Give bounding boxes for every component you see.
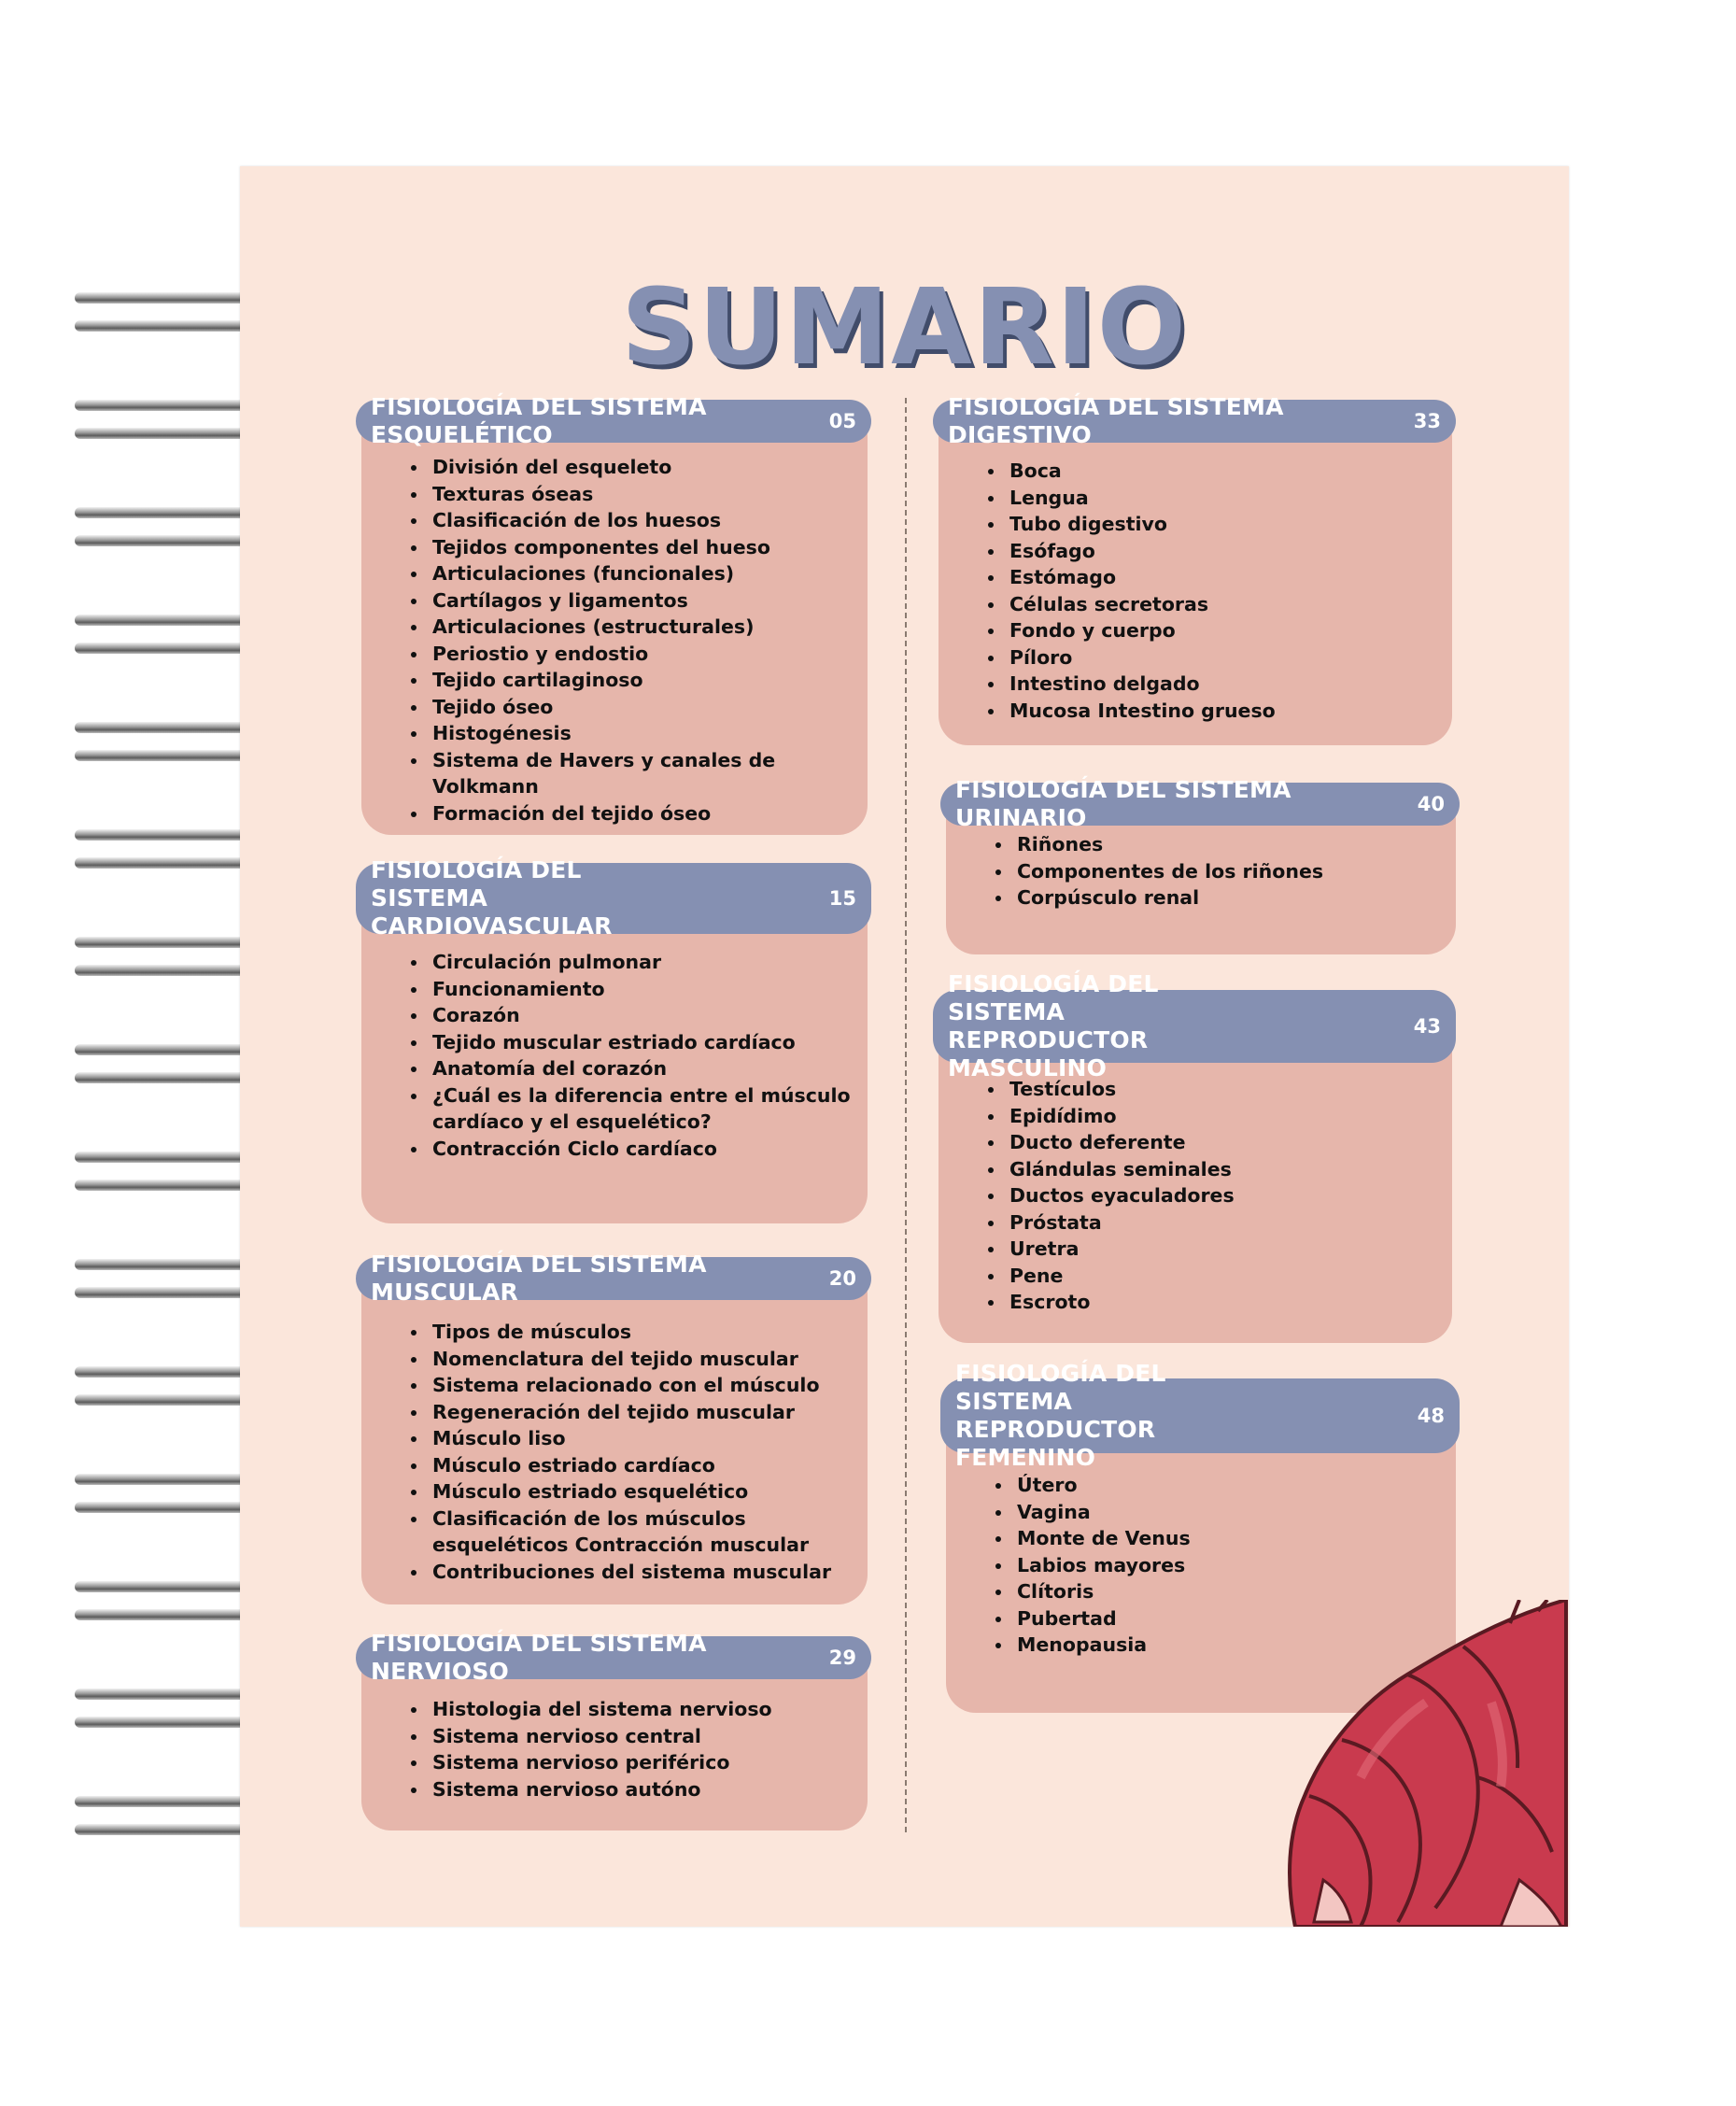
list-item: • Articulaciones (estructurales) (429, 614, 854, 641)
section-item-list (401, 1696, 854, 1802)
notebook-page (240, 166, 1569, 1927)
section-card-urinario (946, 776, 1456, 954)
section-card-digestivo (939, 393, 1452, 745)
list-item: • ¿Cuál es la diferencia entre el músculo cardíaco y el esquelético? (429, 1082, 854, 1136)
list-item: • Cartílagos y ligamentos (429, 587, 854, 615)
list-item: • Riñones (1013, 831, 1443, 858)
list-item: • Corpúsculo renal (1013, 884, 1443, 912)
list-item: • Estómago (1006, 564, 1439, 591)
section-header[interactable] (356, 1251, 871, 1306)
section-title: FISIOLOGÍA DEL SISTEMA CARDIOVASCULAR (371, 856, 613, 940)
list-item: • Sistema nervioso central (429, 1723, 854, 1750)
list-item: • Contracción Ciclo cardíaco (429, 1136, 854, 1163)
section-title: FISIOLOGÍA DEL SISTEMA URINARIO (955, 776, 1291, 831)
list-item: • Uretra (1006, 1236, 1439, 1263)
list-item: • Articulaciones (funcionales) (429, 560, 854, 587)
section-card-cardiovascular (361, 856, 868, 1223)
section-page-number: 20 (828, 1267, 856, 1290)
section-page-number: 48 (1417, 1405, 1445, 1427)
section-header[interactable] (356, 1630, 871, 1685)
list-item: • Tejidos componentes del hueso (429, 534, 854, 561)
section-item-list (401, 1319, 854, 1585)
section-page-number: 15 (828, 887, 856, 910)
list-item: • Sistema relacionado con el músculo (429, 1372, 854, 1399)
list-item: • Ducto deferente (1006, 1129, 1439, 1156)
list-item: • Contribuciones del sistema muscular (429, 1559, 854, 1586)
list-item: • Clasificación de los huesos (429, 507, 854, 534)
section-title: FISIOLOGÍA DEL SISTEMA ESQUELÉTICO (371, 393, 707, 448)
list-item: • Tejido óseo (429, 694, 854, 721)
section-card-nervioso (361, 1630, 868, 1830)
list-item: • Nomenclatura del tejido muscular (429, 1346, 854, 1373)
list-item: • Músculo liso (429, 1425, 854, 1452)
list-item: • Periostio y endostio (429, 641, 854, 668)
section-header[interactable] (933, 393, 1456, 448)
list-item: • Células secretoras (1006, 591, 1439, 618)
list-item: • Útero (1013, 1472, 1443, 1499)
list-item: • Clasificación de los músculos esqueléticos Contracción muscular (429, 1505, 854, 1559)
list-item: • Píloro (1006, 644, 1439, 671)
list-item: • Componentes de los riñones (1013, 858, 1443, 885)
list-item: • Menopausia (1013, 1632, 1443, 1659)
section-card-muscular (361, 1251, 868, 1604)
section-page-number: 05 (828, 410, 856, 432)
section-item-list (978, 458, 1439, 724)
list-item: • Músculo estriado cardíaco (429, 1452, 854, 1479)
list-item: • Texturas óseas (429, 481, 854, 508)
list-item: • Anatomía del corazón (429, 1055, 854, 1082)
list-item: • Labios mayores (1013, 1552, 1443, 1579)
list-item: • Testículos (1006, 1076, 1439, 1103)
section-header[interactable] (940, 1360, 1460, 1471)
list-item: • Monte de Venus (1013, 1525, 1443, 1552)
list-item: • Glándulas seminales (1006, 1156, 1439, 1183)
page-title: SUMARIO (621, 267, 1188, 389)
section-title: FISIOLOGÍA DEL SISTEMA MUSCULAR (371, 1251, 707, 1306)
section-title: FISIOLOGÍA DEL SISTEMA DIGESTIVO (948, 393, 1284, 448)
list-item: • Escroto (1006, 1289, 1439, 1316)
list-item: • Boca (1006, 458, 1439, 485)
section-page-number: 43 (1413, 1015, 1441, 1038)
list-item: • Regeneración del tejido muscular (429, 1399, 854, 1426)
section-item-list (401, 454, 854, 827)
list-item: • Vagina (1013, 1499, 1443, 1526)
list-item: • Sistema de Havers y canales de Volkmann (429, 747, 854, 800)
section-title: FISIOLOGÍA DEL SISTEMA REPRODUCTOR MASCULINO (948, 970, 1159, 1081)
section-header[interactable] (940, 776, 1460, 831)
section-header[interactable] (933, 970, 1456, 1081)
list-item: • Ductos eyaculadores (1006, 1182, 1439, 1209)
list-item: • Lengua (1006, 485, 1439, 512)
list-item: • División del esqueleto (429, 454, 854, 481)
section-header[interactable] (356, 393, 871, 448)
list-item: • Tejido cartilaginoso (429, 667, 854, 694)
muscle-illustration (1286, 1600, 1575, 1927)
list-item: • Esófago (1006, 538, 1439, 565)
section-header[interactable] (356, 856, 871, 940)
list-item: • Funcionamiento (429, 976, 854, 1003)
list-item: • Músculo estriado esquelético (429, 1478, 854, 1505)
list-item: • Clítoris (1013, 1578, 1443, 1605)
section-card-reproductor-masculino (939, 970, 1452, 1343)
section-page-number: 40 (1417, 793, 1445, 815)
list-item: • Tipos de músculos (429, 1319, 854, 1346)
section-title: FISIOLOGÍA DEL SISTEMA NERVIOSO (371, 1630, 707, 1685)
list-item: • Formación del tejido óseo (429, 800, 854, 827)
list-item: • Mucosa Intestino grueso (1006, 698, 1439, 725)
column-divider (905, 398, 907, 1832)
list-item: • Epidídimo (1006, 1103, 1439, 1130)
list-item: • Histogénesis (429, 720, 854, 747)
list-item: • Circulación pulmonar (429, 949, 854, 976)
section-card-esqueletico (361, 393, 868, 835)
list-item: • Corazón (429, 1002, 854, 1029)
list-item: • Histologia del sistema nervioso (429, 1696, 854, 1723)
list-item: • Próstata (1006, 1209, 1439, 1237)
list-item: • Tejido muscular estriado cardíaco (429, 1029, 854, 1056)
section-title: FISIOLOGÍA DEL SISTEMA REPRODUCTOR FEMENINO (955, 1360, 1166, 1471)
section-page-number: 29 (828, 1647, 856, 1669)
list-item: • Sistema nervioso autóno (429, 1776, 854, 1803)
section-item-list (401, 949, 854, 1162)
list-item: • Intestino delgado (1006, 671, 1439, 698)
section-item-list (985, 831, 1443, 912)
list-item: • Sistema nervioso periférico (429, 1749, 854, 1776)
list-item: • Pene (1006, 1263, 1439, 1290)
list-item: • Fondo y cuerpo (1006, 617, 1439, 644)
list-item: • Tubo digestivo (1006, 511, 1439, 538)
section-page-number: 33 (1413, 410, 1441, 432)
list-item: • Pubertad (1013, 1605, 1443, 1633)
section-item-list (978, 1076, 1439, 1316)
